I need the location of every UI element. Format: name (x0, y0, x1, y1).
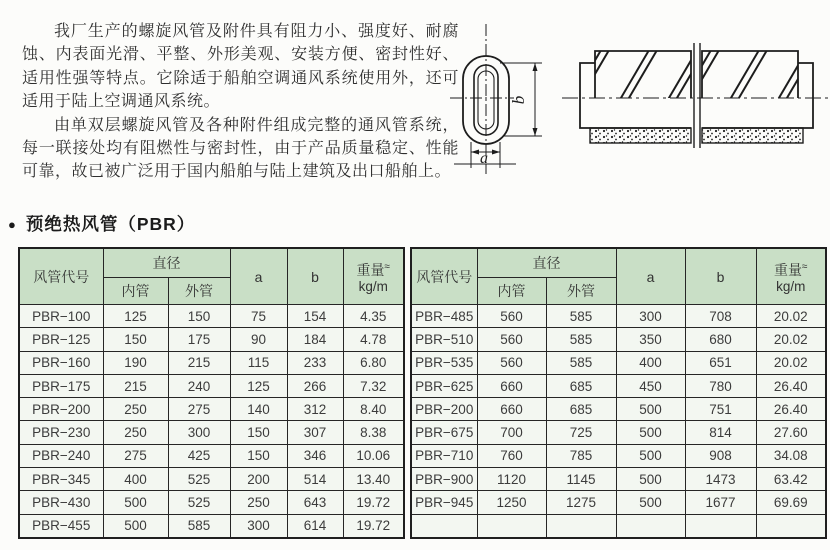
table-cell: 1677 (685, 491, 756, 514)
right-jacket-outline (702, 63, 813, 128)
header-diameter: 直径 (477, 248, 616, 278)
table-cell: 500 (103, 491, 168, 514)
intro-paragraph-1: 我厂生产的螺旋风管及附件具有阻力小、强度好、耐腐蚀、内表面光滑、平整、外形美观、安装方便、密封性好、适用性强等特点。它除适于船舶空调通风系统使用外，还可适用于陆上空调通风系统。 (22, 23, 459, 111)
table-cell: 514 (287, 468, 343, 491)
left-spiral-stripes (570, 45, 708, 103)
dimension-a-arrow-left (471, 150, 479, 155)
table-cell (411, 514, 477, 538)
table-cell: 660 (477, 398, 546, 421)
table-cell: PBR−175 (19, 374, 103, 397)
table-cell: 150 (230, 421, 287, 444)
table-cell: 350 (616, 328, 685, 351)
table-cell: 560 (477, 328, 546, 351)
table-row (411, 305, 826, 328)
table-row (411, 468, 826, 491)
table-cell: 154 (287, 305, 343, 328)
table-cell: PBR−200 (411, 398, 477, 421)
table-cell: 1120 (477, 468, 546, 491)
table-cell: 500 (616, 444, 685, 467)
table-cell: PBR−710 (411, 444, 477, 467)
table-cell: 685 (546, 398, 616, 421)
header-weight: 重量≈ kg/m (343, 248, 404, 305)
table-row (19, 468, 404, 491)
dimension-a-arrow-right (492, 150, 500, 155)
table-cell: 500 (616, 398, 685, 421)
table-cell: 560 (477, 305, 546, 328)
table-row (19, 374, 404, 397)
table-cell: 525 (168, 491, 230, 514)
table-cell: PBR−100 (19, 305, 103, 328)
table-cell: PBR−455 (19, 514, 103, 538)
table-cell: 1250 (477, 491, 546, 514)
table-cell: 760 (477, 444, 546, 467)
table-cell: 275 (103, 444, 168, 467)
header-b: b (287, 248, 343, 305)
header-inner-duct: 内管 (103, 278, 168, 305)
table-cell: 215 (168, 351, 230, 374)
header-inner-duct: 内管 (477, 278, 546, 305)
table-cell: 115 (230, 351, 287, 374)
table-cell: 240 (168, 374, 230, 397)
table-cell: 7.32 (343, 374, 404, 397)
table-cell: 75 (230, 305, 287, 328)
table-cell: 450 (616, 374, 685, 397)
table-cell: PBR−535 (411, 351, 477, 374)
table-cell: 400 (616, 351, 685, 374)
table-cell: 19.72 (343, 491, 404, 514)
table-cell: 525 (168, 468, 230, 491)
table-cell: 19.72 (343, 514, 404, 538)
table-row (411, 351, 826, 374)
bullet-icon: ● (8, 217, 17, 232)
left-insulation-band (590, 128, 691, 143)
header-duct-code: 风管代号 (19, 248, 103, 305)
table-cell: 8.40 (343, 398, 404, 421)
table-cell: 26.40 (756, 374, 826, 397)
table-cell: 643 (287, 491, 343, 514)
header-b: b (685, 248, 756, 305)
table-cell: 215 (103, 374, 168, 397)
table-row (19, 351, 404, 374)
table-cell: 20.02 (756, 305, 826, 328)
section-heading (8, 211, 195, 236)
table-cell: 908 (685, 444, 756, 467)
table-row (411, 421, 826, 444)
dimension-b-label: b (509, 95, 528, 105)
table-cell (685, 514, 756, 538)
table-row (19, 421, 404, 444)
table-row (411, 374, 826, 397)
table-cell: 400 (103, 468, 168, 491)
table-row (411, 328, 826, 351)
table-cell (756, 514, 826, 538)
header-outer-duct: 外管 (168, 278, 230, 305)
table-cell: 175 (168, 328, 230, 351)
table-cell: PBR−945 (411, 491, 477, 514)
table-cell: 150 (168, 305, 230, 328)
table-cell: 275 (168, 398, 230, 421)
table-cell: 1275 (546, 491, 616, 514)
intro-text-block (22, 20, 459, 184)
table-cell: 425 (168, 444, 230, 467)
header-a: a (230, 248, 287, 305)
table-cell: 585 (546, 305, 616, 328)
table-cell: PBR−900 (411, 468, 477, 491)
table-cell: 190 (103, 351, 168, 374)
table-cell: PBR−625 (411, 374, 477, 397)
table-cell: 150 (230, 444, 287, 467)
table-cell: 660 (477, 374, 546, 397)
header-a: a (616, 248, 685, 305)
table-cell: 13.40 (343, 468, 404, 491)
table-cell: PBR−675 (411, 421, 477, 444)
table-row (19, 328, 404, 351)
table-row (19, 444, 404, 467)
table-cell: 614 (287, 514, 343, 538)
table-row (19, 514, 404, 538)
table-cell: 312 (287, 398, 343, 421)
header-duct-code: 风管代号 (411, 248, 477, 305)
table-cell: 708 (685, 305, 756, 328)
table-cell: PBR−485 (411, 305, 477, 328)
table-row (411, 444, 826, 467)
table-cell: 125 (103, 305, 168, 328)
table-cell: 725 (546, 421, 616, 444)
table-row (411, 514, 826, 538)
table-cell: 6.80 (343, 351, 404, 374)
table-cell: 10.06 (343, 444, 404, 467)
table-cell: PBR−240 (19, 444, 103, 467)
table-cell: 184 (287, 328, 343, 351)
table-cell: 560 (477, 351, 546, 374)
dimension-b-arrow-top (533, 63, 538, 71)
table-cell: PBR−230 (19, 421, 103, 444)
dimension-b-arrow-bottom (533, 128, 538, 136)
pbr-table-left-body (19, 305, 404, 538)
table-row (411, 491, 826, 514)
table-cell: 500 (616, 421, 685, 444)
table-cell: 685 (546, 374, 616, 397)
table-cell: 300 (230, 514, 287, 538)
section-title: 预绝热风管（PBR） (25, 214, 196, 234)
table-cell: 8.38 (343, 421, 404, 444)
table-cell: 20.02 (756, 328, 826, 351)
table-cell: 34.08 (756, 444, 826, 467)
table-cell: 1473 (685, 468, 756, 491)
table-row (19, 398, 404, 421)
table-cell: 814 (685, 421, 756, 444)
table-cell: 300 (616, 305, 685, 328)
table-cell (477, 514, 546, 538)
pipe-section-diagram (562, 33, 828, 158)
table-cell: 27.60 (756, 421, 826, 444)
header-weight: 重量≈ kg/m (756, 248, 826, 305)
pbr-table-right-body (411, 305, 826, 538)
table-cell: 500 (616, 468, 685, 491)
table-cell: 233 (287, 351, 343, 374)
table-cell: PBR−200 (19, 398, 103, 421)
table-cell: 90 (230, 328, 287, 351)
table-cell: PBR−125 (19, 328, 103, 351)
header-outer-duct: 外管 (546, 278, 616, 305)
table-cell: 140 (230, 398, 287, 421)
table-cell: 651 (685, 351, 756, 374)
table-cell: 4.35 (343, 305, 404, 328)
table-cell: 250 (230, 491, 287, 514)
table-cell: 1145 (546, 468, 616, 491)
table-cell: 585 (168, 514, 230, 538)
table-cell (616, 514, 685, 538)
table-cell: 680 (685, 328, 756, 351)
table-cell: 751 (685, 398, 756, 421)
table-cell: 20.02 (756, 351, 826, 374)
oval-cross-section-diagram (448, 16, 566, 181)
table-cell: 700 (477, 421, 546, 444)
table-cell: PBR−510 (411, 328, 477, 351)
table-cell: 26.40 (756, 398, 826, 421)
table-cell: PBR−345 (19, 468, 103, 491)
table-cell (546, 514, 616, 538)
table-cell: PBR−430 (19, 491, 103, 514)
table-cell: 69.69 (756, 491, 826, 514)
table-cell: 585 (546, 351, 616, 374)
table-cell: 125 (230, 374, 287, 397)
table-cell: 150 (103, 328, 168, 351)
table-cell: 785 (546, 444, 616, 467)
table-cell: 250 (103, 421, 168, 444)
table-cell: 307 (287, 421, 343, 444)
header-diameter: 直径 (103, 248, 230, 278)
table-cell: 300 (168, 421, 230, 444)
table-row (411, 398, 826, 421)
table-cell: 585 (546, 328, 616, 351)
table-cell: 63.42 (756, 468, 826, 491)
intro-paragraph-2: 由单双层螺旋风管及各种附件组成完整的通风管系统，每一联接处均有阻燃性与密封性，由于产品质量稳定、性能可靠，故已被广泛用于国内船舶与陆上建筑及出口船舶上。 (22, 116, 459, 181)
table-row (19, 491, 404, 514)
table-cell: 780 (685, 374, 756, 397)
table-cell: 346 (287, 444, 343, 467)
table-cell: PBR−160 (19, 351, 103, 374)
dimension-a-label: a (480, 150, 488, 167)
table-cell: 250 (103, 398, 168, 421)
table-row (19, 305, 404, 328)
pbr-table-left (18, 247, 405, 539)
right-insulation-band (702, 128, 803, 143)
table-cell: 500 (616, 491, 685, 514)
table-cell: 500 (103, 514, 168, 538)
table-cell: 200 (230, 468, 287, 491)
pbr-table-right (410, 247, 827, 539)
table-cell: 266 (287, 374, 343, 397)
pbr-tables (18, 247, 827, 539)
table-cell: 4.78 (343, 328, 404, 351)
